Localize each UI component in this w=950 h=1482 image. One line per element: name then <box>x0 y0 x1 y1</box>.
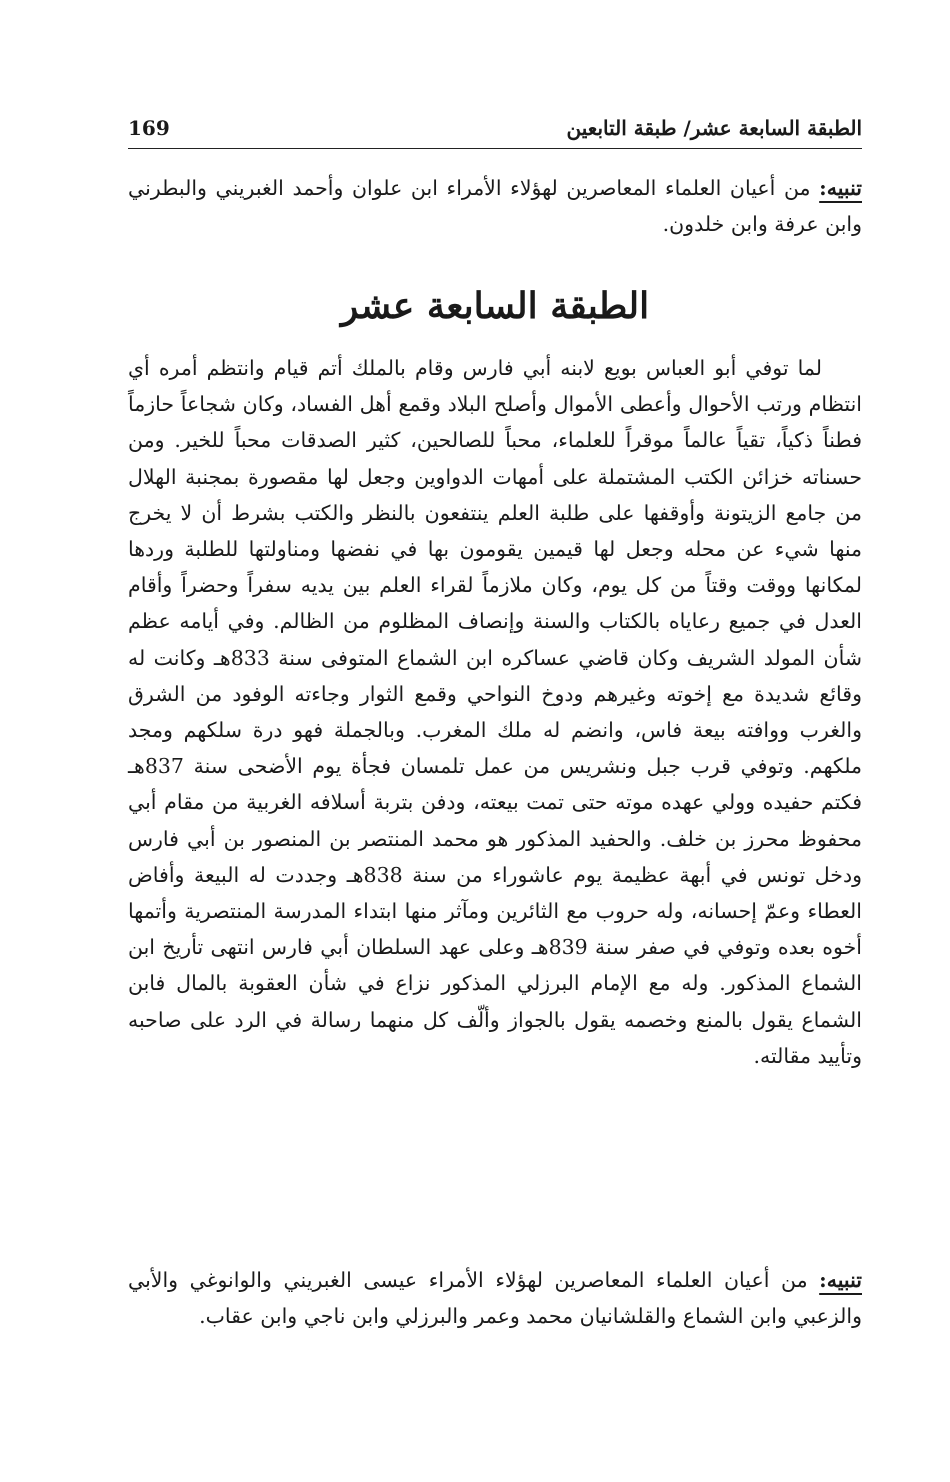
page-header <box>128 112 862 149</box>
note-label: تنبيه: <box>819 1268 862 1292</box>
note-text: من أعيان العلماء المعاصرين لهؤلاء الأمراء عيسى الغبريني والوانوغي والأبي والزعبي وابن الشماع والقلشانيان محمد وعمر والبرزلي وابن ناجي وابن عقاب. <box>128 1268 862 1328</box>
page-number: 169 <box>128 116 170 140</box>
running-title: الطبقة السابعة عشر/ طبقة التابعين <box>566 116 862 140</box>
note-top <box>128 170 862 242</box>
note-label: تنبيه: <box>819 176 862 200</box>
body-text <box>128 350 862 1074</box>
section-title: الطبقة السابعة عشر <box>340 285 650 327</box>
note-text: من أعيان العلماء المعاصرين لهؤلاء الأمراء ابن علوان وأحمد الغبريني والبطرني وابن عرفة وابن خلدون. <box>128 176 862 236</box>
note-bottom <box>128 1262 862 1334</box>
body-paragraph: لما توفي أبو العباس بويع لابنه أبي فارس وقام بالملك أتم قيام وانتظم أمره أي انتظام ورتب الأحوال وأعطى الأموال وأصلح البلاد وقمع أهل الفساد، وكان شجاعاً حازماً فطناً ذكياً، تقياً عالماً موقراً للعلماء، محباً للصالحين، كثير الصدقات محباً للخير. ومن حسناته خزائن الكتب المشتملة على أمهات الدواوين وجعل لها مقصورة بمجنبة الهلال من جامع الزيتونة وأوقفها على طلبة العلم ينتفعون بالنظر والكتب بشرط أن لا يخرج منها شيء عن محله وجعل لها قيمين يقومون بها في نفضها ومناولتها للطلبة وردها لمكانها ووقت وقتاً من كل يوم، وكان ملازماً لقراء العلم بين يديه سفراً وحضراً وأقام العدل في جميع رعاياه بالكتاب والسنة وإنصاف المظلوم من الظالم. وفي أيامه عظم شأن المولد الشريف وكان قاضي عساكره ابن الشماع المتوفى سنة 833هـ وكانت له وقائع شديدة مع إخوته وغيرهم ودوخ النواحي وقمع الثوار وجاءته الوفود من الشرق والغرب ووافته بيعة فاس، وانضم له ملك المغرب. وبالجملة فهو درة سلكهم ومجد ملكهم. وتوفي قرب جبل ونشريس من عمل تلمسان فجأة يوم الأضحى سنة 837هـ فكتم حفيده وولي عهده موته حتى تمت بيعته، ودفن بتربة أسلافه الغربية من مقام أبي محفوظ محرز بن خلف. والحفيد المذكور هو محمد المنتصر بن المنصور بن أبي فارس ودخل تونس في أبهة عظيمة يوم عاشوراء من سنة 838هـ وجددت له البيعة وأفاض العطاء وعمّ إحسانه، وله حروب مع الثائرين ومآثر منها ابتداء المدرسة المنتصرية وأتمها أخوه بعده وتوفي في صفر سنة 839هـ وعلى عهد السلطان أبي فارس انتهى تأريخ ابن الشماع المذكور. وله مع الإمام البرزلي المذكور نزاع في شأن العقوبة بالمال فابن الشماع يقول بالمنع وخصمه يقول بالجواز وألّف كل منهما رسالة في الرد على صاحبه وتأييد مقالته. <box>128 356 863 1068</box>
